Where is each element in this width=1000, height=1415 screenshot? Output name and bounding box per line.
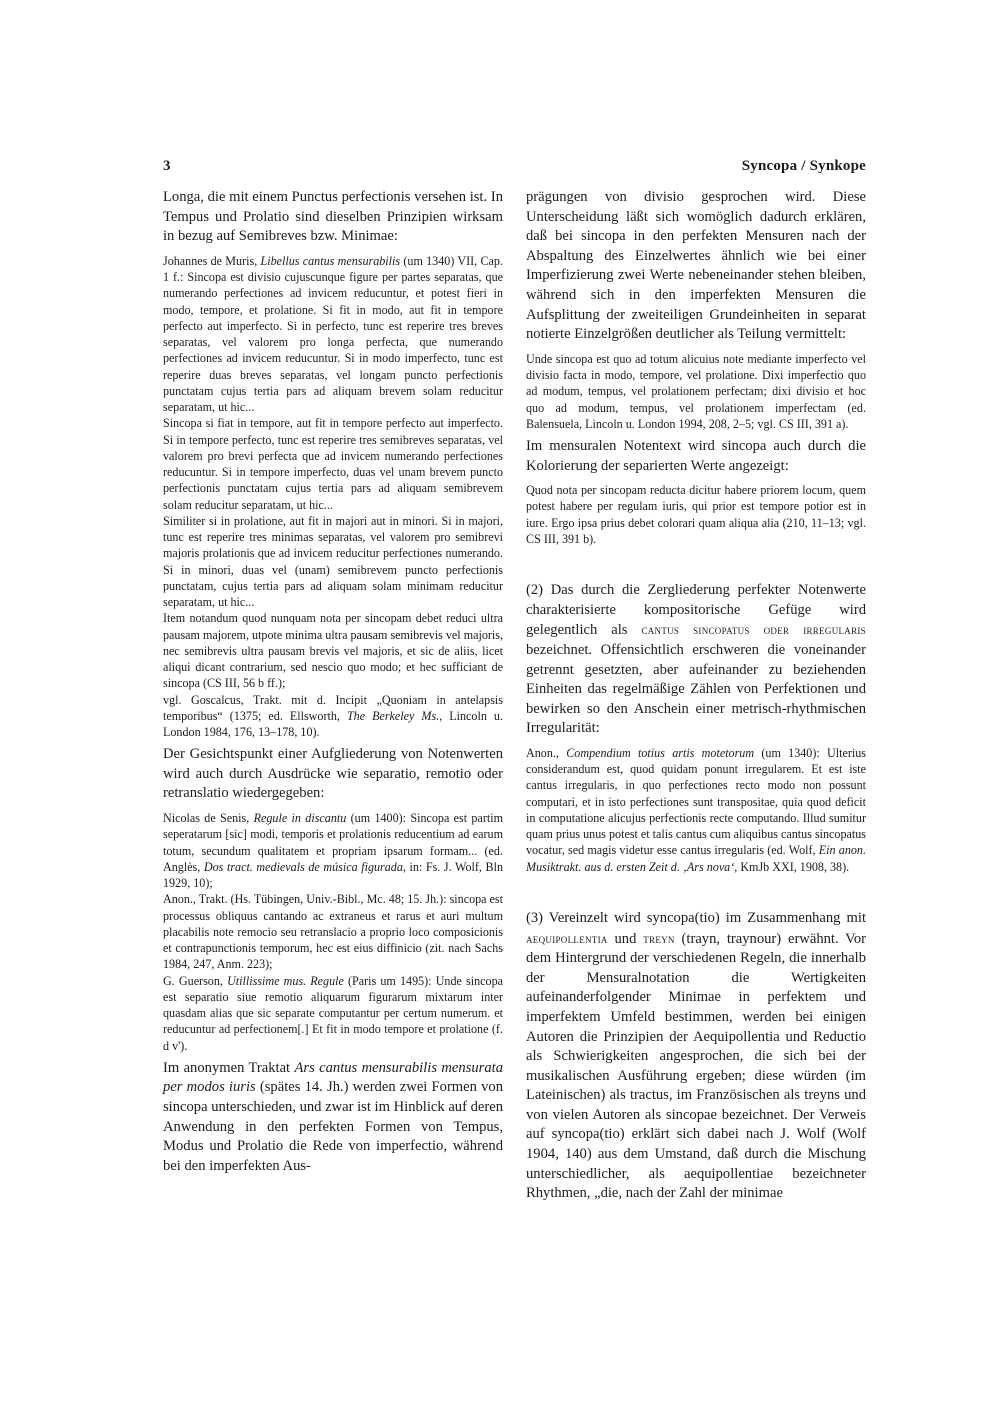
quote-muris-part-a bbox=[163, 253, 503, 416]
term-small-caps: aequipollentia bbox=[526, 930, 608, 946]
quote-text: (um 1400): Sincopa est partim seperatarum [sic] modi, temporis et prolationis reducentium ad earum totum, secundum qualitatem et propriam ipsarum formam... (ed. Anglès, bbox=[163, 811, 504, 874]
running-head: Syncopa / Synkope bbox=[741, 158, 866, 174]
term-small-caps: treyn bbox=[643, 930, 675, 946]
quote-author: Anon., bbox=[526, 745, 567, 760]
paragraph-text: (3) Vereinzelt wird syncopa(tio) im Zusammenhang mit bbox=[526, 909, 866, 926]
paragraph-longa: Longa, die mit einem Punctus perfectionis versehen ist. In Tempus und Prolatio sind dieselben Prinzipien wirksam in bezug auf Semibreves bzw. Minimae: bbox=[163, 189, 503, 245]
quote-title: Compendium totius artis motetorum bbox=[566, 745, 755, 760]
paragraph-kolorierung: Im mensuralen Notentext wird sincopa auch durch die Kolorierung der separierten Werte angezeigt: bbox=[526, 438, 866, 474]
reference-text: vgl. Goscalcus, Trakt. mit d. Incipit „Quoniam in antelapsis temporibus“ (1375; ed. Ellsworth, bbox=[163, 692, 503, 723]
quote-compendium bbox=[526, 745, 866, 875]
quote-text: , in: Fs. J. Wolf, Bln 1929, 10); bbox=[163, 859, 503, 891]
term-small-caps: cantus sincopatus oder irregularis bbox=[641, 622, 866, 638]
quote-text: (Paris um 1495): Unde sincopa est separatio siue remotio aliquarum figurarum mixtarum inter quasdam alias que sic separate computantur per certum numerum. et reducuntur ad perfectionem[.] Et fit in modo tempore et prolatione (f. d v'). bbox=[163, 973, 503, 1053]
treatise-title: Ars cantus mensurabilis mensurata per modos iuris bbox=[163, 1059, 503, 1096]
quote-muris-part-d: Item notandum quod nunquam nota per sincopam debet reduci ultra pausam majorem, utpote minima ultra pausam semibrevis vel majoris, nec semibrevis ultra pausam brevis vel majoris, et sic de aliis, licet aliqui dicant contrarium, sed nescio quo modo; et hec sufficiant de sincopa (CS III, 56 b ff.); bbox=[163, 611, 503, 691]
paragraph-text: und bbox=[607, 930, 644, 947]
quote-unde-sincopa: Unde sincopa est quo ad totum alicuius note mediante imperfecto vel divisio facta in modo, tempore, vel prolatione. Dixi imperfectio quo ad modum, tempus, vel prolationem perfectam; dixi divisio et hoc quo ad modum, tempus, vel prolationem imperfectam (ed. Balensuela, Lincoln u. London 1994, 208, 2–5; vgl. CS III, 391 a). bbox=[526, 351, 866, 431]
quote-muris bbox=[163, 253, 503, 741]
quote-quod-nota: Quod nota per sincopam reducta dicitur habere priorem locum, quem potest habere per regulam iuris, qui prior est tempore potior est in iure. Ergo ipsa prius debet colorari quam aliqua alia (210, 11–13; vgl. CS III, 391 b). bbox=[526, 483, 866, 546]
quote-title: Ein anon. Musiktrakt. aus d. ersten Zeit d. ‚Ars nova‘ bbox=[526, 843, 867, 874]
right-column bbox=[526, 188, 866, 1210]
quote-author: G. Guerson, bbox=[163, 973, 228, 988]
quote-muris-part-b: Sincopa si fiat in tempore, aut fit in tempore perfecto aut imperfecto. Si in tempore perfecto, tunc est reperire tres semibreves separatas, vel valorem pro brevi perfecta que ad invicem numerando perfectiones reducuntur. Si in tempore imperfecto, duas vel unam brevem puncto perfectionis punctatam cujus tertia pars ad aliquam semibrevem solam reducitur separatam, ut hic... bbox=[163, 416, 503, 512]
paragraph-text: (trayn, traynour) erwähnt. Vor dem Hintergrund der verschiedenen Regeln, die innerhalb der Mensuralnotation die Wertigkeiten aufeinanderfolgender Minimae in perfektem und imperfektem Umfeld bestimmen, werden bei einigen Autoren die Prinzipien der Aequipollentia und Reductio als Schwierigkeiten angesprochen, die sich bei der musikalischen Ausführung ergeben; diese würden (im Lateinischen) als tractus, im Französischen als treyns und von vielen Autoren als sincopae bezeichnet. Der Verweis auf syncopa(tio) erklärt sich dabei nach J. Wolf (Wolf 1904, 140) aus dem Umstand, daß durch die Mischung unterschiedlicher, als aequipollentiae bezeichneter Rhythmen, „die, nach der Zahl der minimae bbox=[526, 930, 866, 1202]
paragraph-separatio: Der Gesichtspunkt einer Aufgliederung von Notenwerten wird auch durch Ausdrücke wie separatio, remotio oder retranslatio wiedergegeben: bbox=[163, 746, 503, 802]
paragraph-divisio: prägungen von divisio gesprochen wird. Diese Unterscheidung läßt sich womöglich dadurch erklären, daß bei sincopa in den perfekten Mensuren nach der Abspaltung des Einzelwertes ähnlich wie bei einer Imperfizierung zwei Werte nebeneinander stehen bleiben, während sich in den imperfekten Mensuren die Aufsplittung der zweiteiligen Grundeinheiten in separat notierte Einzelgrößen deutlicher als Teilung vermittelt: bbox=[526, 189, 866, 343]
paragraph-text: (2) Das durch die Zergliederung perfekter Notenwerte charakterisierte kompositorische Gefüge wird gelegentlich als bbox=[526, 582, 866, 639]
quote-group-separatio bbox=[163, 810, 503, 1054]
quote-muris-reference bbox=[163, 692, 503, 741]
quote-title: Utillissime mus. Regule bbox=[227, 973, 344, 988]
quote-guerson bbox=[163, 973, 503, 1054]
paragraph-text: bezeichnet. Offensichtlich erschweren die voneinander getrennt gesetzten, aber aufeinander zu beziehenden Einheiten das regelmäßige Zählen von Perfektionen und bewirken so den Anschein einer metrisch-rhythmischen Irregularität: bbox=[526, 641, 866, 737]
quote-text: (um 1340) VII, Cap. 1 f.: Sincopa est divisio cujuscunque figure per partes separatas, que numerando perfectiones ad invicem reducuntur, et potest fieri in modo, tempore, et prolatione. Si fit in modo, aut fit in tempore perfecto aut imperfecto. Si in perfecto, tunc est reperire tres breves separatas, vel valorem pro longa perfecta, que numerando perfectiones ad invicem reducuntur. Si in modo imperfecto, tunc est reperire duas breves separatas, vel longam puncto perfectionis punctatam cujus tertia pars ad aliquam brevem solam reducitur separatam, ut hic... bbox=[163, 253, 503, 415]
quote-title: Dos tract. medievals de música figurada bbox=[203, 859, 403, 874]
paragraph-text: (spätes 14. Jh.) werden zwei Formen von sincopa unterschieden, und zwar ist im Hinblick auf deren Anwendung in den perfekten Formen von Tempus, Modus und Prolatio die Rede von imperfectio, während bei den imperfekten Aus- bbox=[163, 1079, 504, 1174]
quote-text: (um 1340): Ulterius considerandum est, quod quidam ponunt irregularem. Et est iste cantus irregularis, in quo perfectiones recto modo non possunt computari, et in isto perfectiones sunt transpositae, quia quod deficit in computatione alicujus perfectionis recte computando. Illud sumitur quam prius unus potest et talis cantus cum aliquibus cantus sincopatus vocatur, sed magis videtur esse cantus irregularis (ed. Wolf, bbox=[526, 745, 867, 858]
quote-title: Regule in discantu bbox=[253, 811, 347, 826]
reference-text: , Lincoln u. London 1984, 176, 13–178, 10). bbox=[163, 708, 503, 740]
quote-anon-tuebingen: Anon., Trakt. (Hs. Tübingen, Univ.-Bibl., Mc. 48; 15. Jh.): sincopa est processus obliquus cantando ac extraneus et rarus et auri multum placabilis note remocio seu retranslacio a proprio loco composicionis et contrapunctionis temporum, hec est eius diffinicio (zit. nach Sachs 1984, 247, Anm. 223); bbox=[163, 892, 503, 972]
page-number: 3 bbox=[163, 158, 171, 174]
paragraph-text: Im anonymen Traktat bbox=[163, 1059, 295, 1076]
section-3-paragraph bbox=[526, 909, 866, 1204]
quote-senis bbox=[163, 810, 503, 891]
reference-title: The Berkeley Ms. bbox=[346, 708, 440, 723]
paragraph-anonymous-treatise bbox=[163, 1059, 503, 1177]
section-2-paragraph bbox=[526, 581, 866, 739]
left-column bbox=[163, 188, 503, 1182]
quote-text: , KmJb XXI, 1908, 38). bbox=[734, 859, 850, 874]
quote-author: Johannes de Muris, bbox=[163, 253, 258, 268]
quote-title: Libellus cantus mensurabilis bbox=[260, 253, 401, 268]
quote-muris-part-c: Similiter si in prolatione, aut fit in majori aut in minori. Si in majori, tunc est reperire tres minimas separatas, vel valorem pro semibrevi majoris prolationis que ad invicem reducitur perfectiones numerando. Si in minori, duas vel (unam) semibrevem puncto perfectionis punctatam, cujus tertia pars ad aliquam solam minimam reducitur separatam, ut hic... bbox=[163, 513, 503, 610]
quote-author: Nicolas de Senis, bbox=[163, 811, 254, 826]
